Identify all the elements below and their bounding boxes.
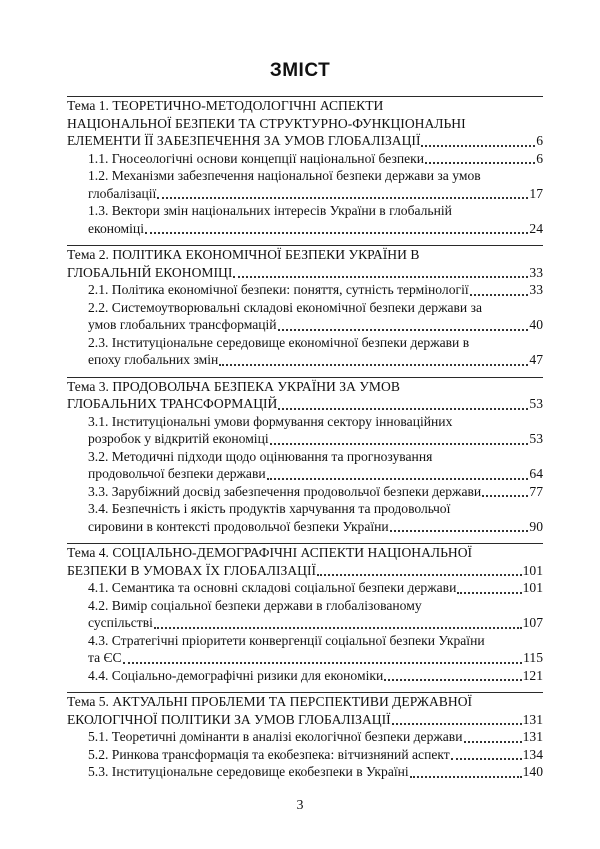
- toc-topic: [67, 377, 543, 536]
- toc-page-number: 90: [529, 518, 543, 534]
- toc-entry-text: Тема 3. ПРОДОВОЛЬЧА БЕЗПЕКА УКРАЇНИ ЗА УМОВ: [67, 378, 400, 394]
- toc-entry-last-line: [88, 150, 543, 168]
- toc-subentry: [88, 632, 543, 667]
- toc-topic: [67, 96, 543, 237]
- dot-leader: [457, 591, 521, 594]
- toc-entry-text: 4.3. Стратегічні пріоритети конвергенції соціальної безпеки України: [88, 632, 485, 648]
- dot-leader: [390, 529, 529, 532]
- toc-entry-text: 2.2. Системоутворювальні складові економічної безпеки держави за: [88, 299, 482, 315]
- toc-entry-text: Тема 4. СОЦІАЛЬНО-ДЕМОГРАФІЧНІ АСПЕКТИ НАЦІОНАЛЬНОЇ: [67, 545, 473, 560]
- toc-subentry: [88, 579, 543, 597]
- toc-entry-last-line: [88, 746, 543, 764]
- toc-entry-last-line: [88, 430, 543, 448]
- toc-entry-text: Тема 2. ПОЛІТИКА ЕКОНОМІЧНОЇ БЕЗПЕКИ УКРАЇНИ В: [67, 247, 420, 262]
- toc-subentry: [88, 281, 543, 299]
- toc-subentry: [88, 150, 543, 168]
- toc-entry-text: суспільстві: [88, 615, 153, 630]
- dot-leader: [392, 722, 522, 725]
- toc-subentry: [88, 746, 543, 764]
- toc-entry-text: продовольчої безпеки держави: [88, 466, 266, 481]
- dot-leader: [267, 477, 529, 480]
- toc-subentry: [88, 728, 543, 746]
- dot-leader: [157, 196, 528, 199]
- toc-subentry: [88, 448, 543, 483]
- toc-entry-text: 3.4. Безпечність і якість продуктів харчування та продовольчої: [88, 501, 451, 516]
- table-of-contents: [67, 96, 543, 789]
- toc-entry-last-line: [67, 711, 543, 729]
- toc-entry-text: 4.1. Семантика та основні складові соціальної безпеки держави: [88, 580, 457, 595]
- toc-subentry: [88, 202, 543, 237]
- toc-topic: [67, 543, 543, 684]
- toc-entry-last-line: [67, 562, 543, 580]
- toc-entry-text: 2.3. Інституціональне середовище економічної безпеки держави в: [88, 334, 470, 350]
- dot-leader: [123, 661, 523, 664]
- toc-entry-last-line: [88, 667, 543, 685]
- toc-topic-heading: [67, 97, 543, 150]
- dot-leader: [410, 775, 522, 778]
- toc-entry-text: 1.3. Вектори змін національних інтересів України в глобальній: [88, 203, 452, 218]
- dot-leader: [317, 573, 522, 576]
- toc-page-number: 17: [529, 185, 543, 201]
- toc-entry-text: НАЦІОНАЛЬНОЇ БЕЗПЕКИ ТА СТРУКТУРНО-ФУНКЦІОНАЛЬНІ: [67, 115, 466, 131]
- toc-entry-last-line: [88, 220, 543, 238]
- toc-entry-last-line: [88, 763, 543, 781]
- toc-page-number: 101: [522, 562, 543, 578]
- toc-entry-text: сировини в контексті продовольчої безпеки України: [88, 518, 389, 534]
- toc-entry-text: ЕЛЕМЕНТИ ЇЇ ЗАБЕЗПЕЧЕННЯ ЗА УМОВ ГЛОБАЛІЗАЦІЇ: [67, 133, 421, 148]
- page-number: 3: [296, 798, 304, 813]
- dot-leader: [384, 678, 521, 681]
- toc-subentry: [88, 167, 543, 202]
- toc-entry-text: 3.2. Методичні підходи щодо оцінювання та прогнозування: [88, 448, 433, 464]
- toc-entry-text: 5.2. Ринкова трансформація та екобезпека: вітчизняний аспект: [88, 746, 450, 762]
- dot-leader: [270, 442, 529, 445]
- toc-page-number: 40: [529, 317, 543, 332]
- toc-subentry: [88, 667, 543, 685]
- toc-subentry: [88, 299, 543, 334]
- toc-page-number: 47: [529, 352, 543, 367]
- toc-entry-text: умов глобальних трансформацій: [88, 317, 277, 332]
- dot-leader: [451, 757, 522, 760]
- toc-page-number: 115: [523, 650, 543, 665]
- toc-subentry: [88, 413, 543, 448]
- toc-entry-last-line: [67, 264, 543, 282]
- dot-leader: [219, 363, 528, 366]
- toc-page-number: 101: [522, 580, 543, 595]
- toc-topic-heading: [67, 378, 543, 413]
- toc-entry-last-line: [88, 579, 543, 597]
- dot-leader: [154, 626, 522, 629]
- toc-entry-text: 3.1. Інституціональні умови формування сектору інноваційних: [88, 413, 453, 429]
- toc-entry-text: 3.3. Зарубіжний досвід забезпечення продовольчої безпеки держави: [88, 483, 482, 499]
- toc-entry-text: 1.2. Механізми забезпечення національної безпеки держави за умов: [88, 168, 481, 183]
- toc-subentry: [88, 597, 543, 632]
- toc-topic-heading: [67, 544, 543, 579]
- toc-subentry: [88, 500, 543, 535]
- toc-entry-text: Тема 5. АКТУАЛЬНІ ПРОБЛЕМИ ТА ПЕРСПЕКТИВИ ДЕРЖАВНОЇ: [67, 694, 473, 709]
- toc-page-number: 121: [522, 667, 543, 683]
- toc-page-number: 33: [529, 282, 543, 297]
- toc-subentry: [88, 334, 543, 369]
- dot-leader: [421, 144, 535, 147]
- toc-entry-last-line: [88, 185, 543, 203]
- toc-page-number: 53: [529, 431, 543, 446]
- toc-page-number: 131: [522, 711, 543, 727]
- toc-entry-last-line: [88, 728, 543, 746]
- dot-leader: [464, 740, 522, 743]
- toc-entry-last-line: [88, 316, 543, 334]
- toc-entry-text: економіці: [88, 220, 144, 236]
- dot-leader: [278, 328, 529, 331]
- toc-entry-last-line: [88, 614, 543, 632]
- toc-entry-text: глобалізації: [88, 185, 157, 201]
- dot-leader: [145, 231, 528, 234]
- toc-entry-text: 2.1. Політика економічної безпеки: поняття, сутність термінології: [88, 282, 469, 297]
- toc-entry-text: 4.2. Вимір соціальної безпеки держави в глобалізованому: [88, 597, 422, 613]
- toc-page-number: 64: [529, 466, 543, 481]
- toc-entry-last-line: [88, 649, 543, 667]
- dot-leader: [470, 293, 529, 296]
- toc-entry-last-line: [88, 465, 543, 483]
- toc-entry-text: ГЛОБАЛЬНИХ ТРАНСФОРМАЦІЙ: [67, 396, 278, 411]
- toc-page-number: 6: [536, 133, 543, 148]
- toc-entry-last-line: [88, 483, 543, 501]
- toc-page-number: 33: [529, 264, 543, 280]
- toc-entry-last-line: [88, 281, 543, 299]
- toc-entry-text: ЕКОЛОГІЧНОЇ ПОЛІТИКИ ЗА УМОВ ГЛОБАЛІЗАЦІЇ: [67, 711, 391, 727]
- toc-entry-text: 4.4. Соціально-демографічні ризики для економіки: [88, 667, 384, 683]
- toc-topic: [67, 692, 543, 781]
- toc-page-number: 131: [522, 729, 543, 744]
- toc-page-number: 140: [522, 764, 543, 779]
- dot-leader: [233, 275, 528, 278]
- toc-entry-last-line: [88, 518, 543, 536]
- toc-entry-text: та ЄС: [88, 650, 122, 665]
- toc-entry-text: Тема 1. ТЕОРЕТИЧНО-МЕТОДОЛОГІЧНІ АСПЕКТИ: [67, 98, 384, 113]
- toc-entry-text: 5.1. Теоретичні домінанти в аналізі екологічної безпеки держави: [88, 729, 463, 744]
- toc-entry-text: епоху глобальних змін: [88, 352, 219, 367]
- toc-entry-text: розробок у відкритій економіці: [88, 431, 269, 446]
- toc-page-number: 77: [529, 483, 543, 499]
- toc-topic-heading: [67, 693, 543, 728]
- toc-entry-last-line: [67, 132, 543, 150]
- toc-entry-text: ГЛОБАЛЬНІЙ ЕКОНОМІЦІ: [67, 264, 233, 280]
- toc-page-number: 134: [522, 746, 543, 762]
- page-title: ЗМІСТ: [269, 60, 331, 81]
- toc-entry-last-line: [88, 351, 543, 369]
- toc-topic-heading: [67, 246, 543, 281]
- toc-entry-last-line: [67, 395, 543, 413]
- toc-subentry: [88, 483, 543, 501]
- dot-leader: [482, 494, 528, 497]
- toc-subentry: [88, 763, 543, 781]
- toc-page-number: 107: [522, 615, 543, 630]
- dot-leader: [425, 161, 535, 164]
- toc-page-number: 53: [529, 396, 543, 411]
- toc-page-number: 6: [536, 150, 543, 166]
- toc-topic: [67, 245, 543, 369]
- toc-page-number: 24: [529, 220, 543, 236]
- dot-leader: [278, 407, 528, 410]
- toc-entry-text: 5.3. Інституціональне середовище екобезпеки в Україні: [88, 764, 409, 779]
- toc-entry-text: 1.1. Гносеологічні основи концепції національної безпеки: [88, 150, 425, 166]
- toc-entry-text: БЕЗПЕКИ В УМОВАХ ЇХ ГЛОБАЛІЗАЦІЇ: [67, 562, 317, 578]
